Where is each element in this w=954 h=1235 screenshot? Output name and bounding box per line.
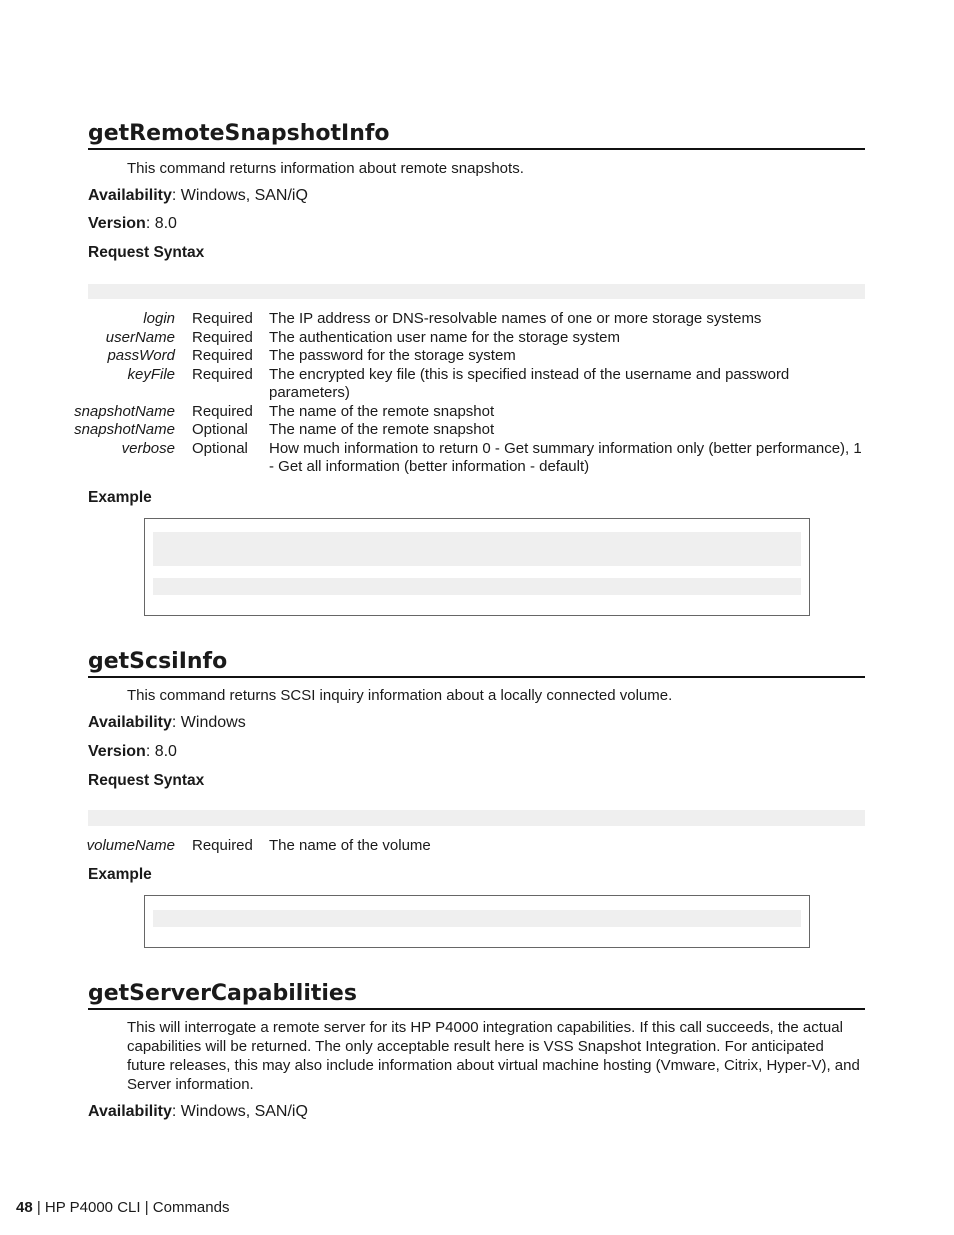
parameter-row — [0, 440, 954, 477]
parameter-description: The password for the storage system — [269, 347, 516, 364]
availability-line — [88, 1102, 308, 1122]
section-intro: This command returns SCSI inquiry information about a locally connected volume. — [127, 687, 673, 704]
parameter-name: userName — [105, 328, 175, 346]
parameter-description: How much information to return 0 - Get summary information only (better performance), 1 - Get all information (better information - default) — [269, 439, 862, 475]
parameter-description: The authentication user name for the storage system — [269, 328, 621, 346]
parameter-name: keyFile — [127, 365, 175, 383]
section-title-getscsiinfo: getScsiInfo — [88, 648, 865, 678]
parameter-description: The IP address or DNS-resolvable names of one or more storage systems — [269, 310, 762, 327]
version-value: : 8.0 — [145, 215, 177, 232]
parameter-name: passWord — [107, 347, 175, 364]
availability-line — [88, 186, 308, 206]
footer-text: | HP P4000 CLI | Commands — [32, 1199, 230, 1216]
availability-line — [88, 713, 246, 733]
parameter-description: The encrypted key file (this is specified instead of the username and password parameters) — [269, 365, 790, 401]
parameter-row — [0, 329, 954, 348]
request-syntax-code-block — [88, 810, 865, 826]
example-code-line — [153, 910, 801, 927]
parameter-description: The name of the remote snapshot — [269, 421, 495, 438]
parameter-description: The name of the volume — [269, 837, 431, 854]
parameter-table — [0, 310, 954, 477]
parameter-row — [0, 421, 954, 440]
version-label: Version — [88, 215, 146, 232]
parameter-row — [0, 366, 954, 403]
parameter-requirement: Optional — [192, 421, 248, 438]
parameter-row — [0, 310, 954, 329]
availability-value: : Windows, SAN/iQ — [171, 187, 308, 204]
parameter-table — [0, 837, 954, 856]
version-value: : 8.0 — [145, 743, 177, 760]
example-box — [144, 895, 810, 948]
section-intro: This command returns information about remote snapshots. — [127, 160, 524, 177]
parameter-row — [0, 837, 954, 856]
example-box — [144, 518, 810, 616]
parameter-requirement: Required — [192, 365, 253, 383]
availability-label: Availability — [88, 187, 172, 204]
section-intro: This will interrogate a remote server for its HP P4000 integration capabilities. If this call succeeds, the actual capabilities will be returned. The only acceptable result here is VSS Snapshot Integration. For anticipated future releases, this may also include information about virtual machine hosting (Vmware, Citrix, Hyper-V), and Server information. — [127, 1019, 860, 1093]
request-syntax-code-block — [88, 284, 865, 299]
parameter-requirement: Required — [192, 837, 253, 854]
page-footer — [16, 1198, 229, 1218]
example-heading: Example — [88, 489, 152, 506]
parameter-requirement: Required — [192, 402, 253, 420]
version-line — [88, 214, 177, 234]
request-syntax-heading: Request Syntax — [88, 772, 205, 789]
parameter-row — [0, 403, 954, 422]
example-heading: Example — [88, 866, 152, 883]
parameter-name: volumeName — [86, 837, 175, 854]
page-number: 48 — [16, 1199, 33, 1216]
example-code-line — [153, 578, 801, 595]
availability-value: : Windows, SAN/iQ — [171, 1103, 308, 1120]
version-line — [88, 742, 177, 762]
availability-value: : Windows — [171, 714, 246, 731]
parameter-requirement: Required — [192, 328, 253, 346]
parameter-requirement: Required — [192, 310, 253, 327]
availability-label: Availability — [88, 714, 172, 731]
parameter-name: snapshotName — [74, 421, 175, 438]
section-title-getservercapabilities: getServerCapabilities — [88, 980, 865, 1010]
parameter-row — [0, 347, 954, 366]
parameter-name: verbose — [121, 439, 175, 457]
parameter-name: snapshotName — [74, 402, 175, 420]
parameter-description: The name of the remote snapshot — [269, 402, 495, 420]
version-label: Version — [88, 743, 146, 760]
parameter-requirement: Required — [192, 347, 253, 364]
example-code-line — [153, 532, 801, 566]
parameter-name: login — [143, 310, 175, 327]
parameter-requirement: Optional — [192, 439, 248, 457]
request-syntax-heading: Request Syntax — [88, 244, 205, 261]
section-title-getremotesnapshotinfo: getRemoteSnapshotInfo — [88, 120, 865, 150]
availability-label: Availability — [88, 1103, 172, 1120]
